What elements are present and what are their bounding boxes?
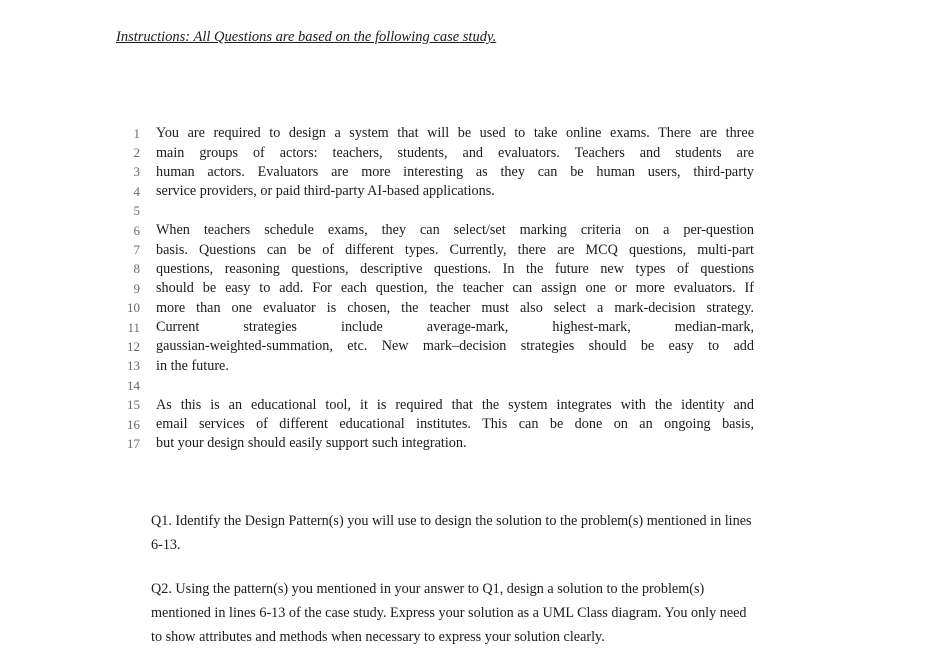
- case-study-line: [100, 124, 760, 143]
- line-number: 17: [127, 435, 140, 451]
- line-number: 10: [127, 300, 140, 316]
- case-study-line: [100, 279, 760, 298]
- question-2-line: mentioned in lines 6-13 of the case study. Express your solution as a UML Class diagram. You only need: [151, 605, 747, 621]
- case-study-line: [100, 299, 760, 318]
- case-study-line: [100, 434, 760, 453]
- line-text: main groups of actors: teachers, students, and evaluators. Teachers and students are: [156, 144, 754, 161]
- question-2: [151, 577, 871, 649]
- line-text: more than one evaluator is chosen, the teacher must also select a mark-decision strategy.: [156, 299, 754, 316]
- line-text: When teachers schedule exams, they can select/set marking criteria on a per-question: [156, 222, 754, 239]
- line-number: 1: [133, 125, 140, 141]
- question-2-line: Q2. Using the pattern(s) you mentioned in your answer to Q1, design a solution to the problem(s): [151, 581, 705, 597]
- case-study-line: [100, 260, 760, 279]
- line-number: 12: [127, 338, 140, 354]
- line-number: 14: [127, 377, 140, 393]
- instructions-heading: Instructions: All Questions are based on the following case study.: [116, 29, 497, 45]
- line-number: 7: [133, 242, 140, 258]
- case-study-line: [100, 163, 760, 182]
- case-study-line: [100, 376, 760, 395]
- line-text: in the future.: [156, 357, 229, 374]
- case-study-text: [100, 124, 760, 454]
- line-text: but your design should easily support such integration.: [156, 435, 467, 452]
- line-number: 4: [133, 183, 140, 199]
- case-study-line: [100, 182, 760, 201]
- line-text: Current strategies include average-mark, highest-mark, median-mark,: [156, 319, 754, 336]
- line-number: 13: [127, 358, 140, 374]
- line-text: service providers, or paid third-party AI-based applications.: [156, 183, 495, 200]
- line-text: human actors. Evaluators are more interesting as they can be human users, third-party: [156, 163, 754, 180]
- case-study-line: [100, 202, 760, 221]
- line-number: 5: [133, 203, 140, 219]
- case-study-line: [100, 395, 760, 414]
- line-text: should be easy to add. For each question, the teacher can assign one or more evaluators. If: [156, 280, 754, 297]
- line-number: 8: [133, 261, 140, 277]
- case-study-line: [100, 415, 760, 434]
- line-number: 6: [133, 222, 140, 238]
- case-study-line: [100, 221, 760, 240]
- line-text: basis. Questions can be of different types. Currently, there are MCQ questions, multi-part: [156, 241, 754, 258]
- question-1-line: Q1. Identify the Design Pattern(s) you will use to design the solution to the problem(s) mentioned in lines: [151, 513, 752, 529]
- case-study-line: [100, 357, 760, 376]
- case-study-line: [100, 240, 760, 259]
- line-text: email services of different educational institutes. This can be done on an ongoing basis,: [156, 416, 754, 433]
- line-number: 9: [133, 280, 140, 296]
- line-number: 16: [127, 416, 140, 432]
- line-text: You are required to design a system that will be used to take online exams. There are three: [156, 125, 754, 142]
- line-number: 11: [127, 319, 140, 335]
- case-study-line: [100, 337, 760, 356]
- question-1-line: 6-13.: [151, 537, 181, 553]
- line-text: As this is an educational tool, it is required that the system integrates with the identity and: [156, 396, 754, 413]
- line-number: 3: [133, 164, 140, 180]
- line-text: questions, reasoning questions, descriptive questions. In the future new types of questions: [156, 260, 754, 277]
- question-2-line: to show attributes and methods when necessary to express your solution clearly.: [151, 629, 605, 645]
- question-1: [151, 509, 871, 557]
- line-text: gaussian-weighted-summation, etc. New mark–decision strategies should be easy to add: [156, 338, 754, 355]
- case-study-line: [100, 143, 760, 162]
- case-study-line: [100, 318, 760, 337]
- line-number: 15: [127, 397, 140, 413]
- line-number: 2: [133, 145, 140, 161]
